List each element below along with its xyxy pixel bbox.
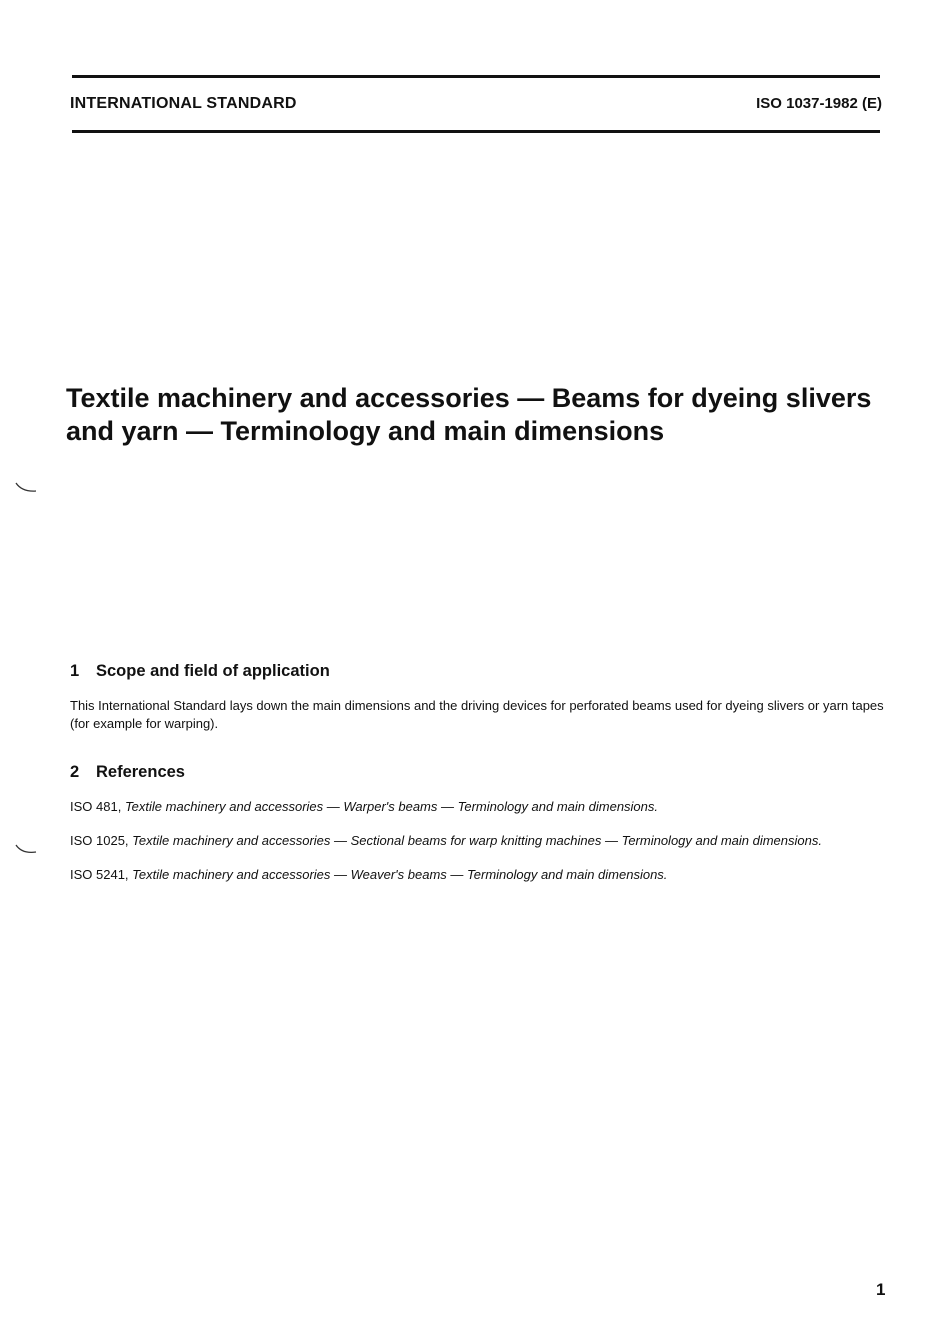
header-standard-number: ISO 1037-1982 (E) xyxy=(756,95,882,112)
section-1-heading xyxy=(70,662,330,681)
section-1-title: Scope and field of application xyxy=(96,662,330,680)
page-number: 1 xyxy=(876,1280,886,1299)
reference-item xyxy=(70,798,885,816)
reference-code: ISO 481, xyxy=(70,799,122,814)
reference-code: ISO 5241, xyxy=(70,867,129,882)
margin-mark-icon xyxy=(14,480,38,494)
reference-title: Textile machinery and accessories — Warper's beams — Terminology and main dimensions. xyxy=(124,799,659,814)
scope-paragraph: This International Standard lays down the main dimensions and the driving devices for perforated beams used for dyeing slivers or yarn tapes (for example for warping). xyxy=(70,698,884,731)
document-title: Textile machinery and accessories — Beams for dyeing slivers and yarn — Terminology and main dimensions xyxy=(66,383,872,446)
header-standard-label: INTERNATIONAL STANDARD xyxy=(70,95,297,112)
header-top-rule xyxy=(72,75,880,78)
margin-mark-icon xyxy=(14,842,38,856)
reference-code: ISO 1025, xyxy=(70,833,129,848)
section-2-heading xyxy=(70,763,185,782)
reference-title: Textile machinery and accessories — Weaver's beams — Terminology and main dimensions. xyxy=(132,867,668,882)
section-2-number: 2 xyxy=(70,763,80,781)
section-2-title: References xyxy=(96,763,185,781)
section-1-number: 1 xyxy=(70,662,80,680)
reference-title: Textile machinery and accessories — Sectional beams for warp knitting machines — Terminology and main dimensions. xyxy=(132,833,822,848)
reference-item xyxy=(70,832,885,850)
header-bottom-rule xyxy=(72,130,880,133)
reference-item xyxy=(70,866,885,884)
